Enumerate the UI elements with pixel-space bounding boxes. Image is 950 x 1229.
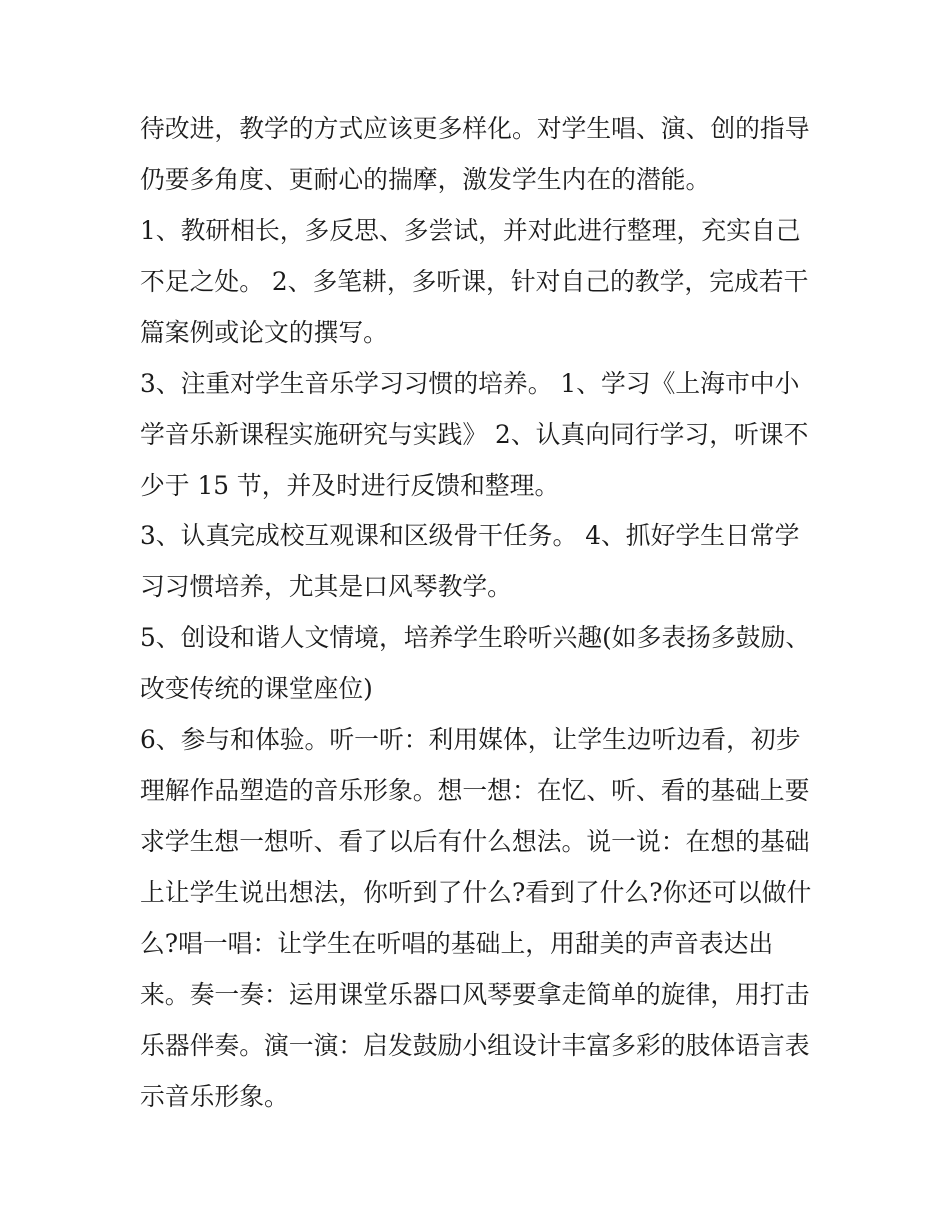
text-line: 6、参与和体验。听一听：利用媒体，让学生边听边看，初步 xyxy=(140,725,801,754)
text-line: 习习惯培养，尤其是口风琴教学。 xyxy=(140,572,512,601)
text-line: 少于 15 节，并及时进行反馈和整理。 xyxy=(140,471,560,500)
text-line: 仍要多角度、更耐心的揣摩，激发学生内在的潜能。 xyxy=(140,165,711,194)
text-line: 来。奏一奏：运用课堂乐器口风琴要拿走简单的旋律，用打击 xyxy=(140,980,810,1009)
text-line: 乐器伴奏。演一演：启发鼓励小组设计丰富多彩的肢体语言表 xyxy=(140,1031,810,1060)
text-line: 求学生想一想听、看了以后有什么想法。说一说：在想的基础 xyxy=(140,827,810,856)
text-line: 改变传统的课堂座位) xyxy=(140,674,373,703)
text-line: 待改进，教学的方式应该更多样化。对学生唱、演、创的指导 xyxy=(140,114,810,143)
text-line: 篇案例或论文的撰写。 xyxy=(140,318,388,347)
text-line: 么?唱一唱：让学生在听唱的基础上，用甜美的声音表达出 xyxy=(140,929,774,958)
text-line: 示音乐形象。 xyxy=(140,1082,289,1111)
text-line: 上让学生说出想法，你听到了什么?看到了什么?你还可以做什 xyxy=(140,878,812,907)
text-line: 3、认真完成校互观课和区级骨干任务。 4、抓好学生日常学 xyxy=(140,521,800,550)
text-line: 5、创设和谐人文情境，培养学生聆听兴趣(如多表扬多鼓励、 xyxy=(140,623,811,652)
text-line: 1、教研相长，多反思、多尝试，并对此进行整理，充实自己 xyxy=(140,216,801,245)
text-line: 不足之处。 2、多笔耕，多听课，针对自己的教学，完成若干 xyxy=(140,267,809,296)
text-line: 学音乐新课程实施研究与实践》 2、认真向同行学习，听课不 xyxy=(140,420,809,449)
text-line: 理解作品塑造的音乐形象。想一想：在忆、听、看的基础上要 xyxy=(140,776,810,805)
text-line: 3、注重对学生音乐学习习惯的培养。 1、学习《上海市中小 xyxy=(140,369,800,398)
